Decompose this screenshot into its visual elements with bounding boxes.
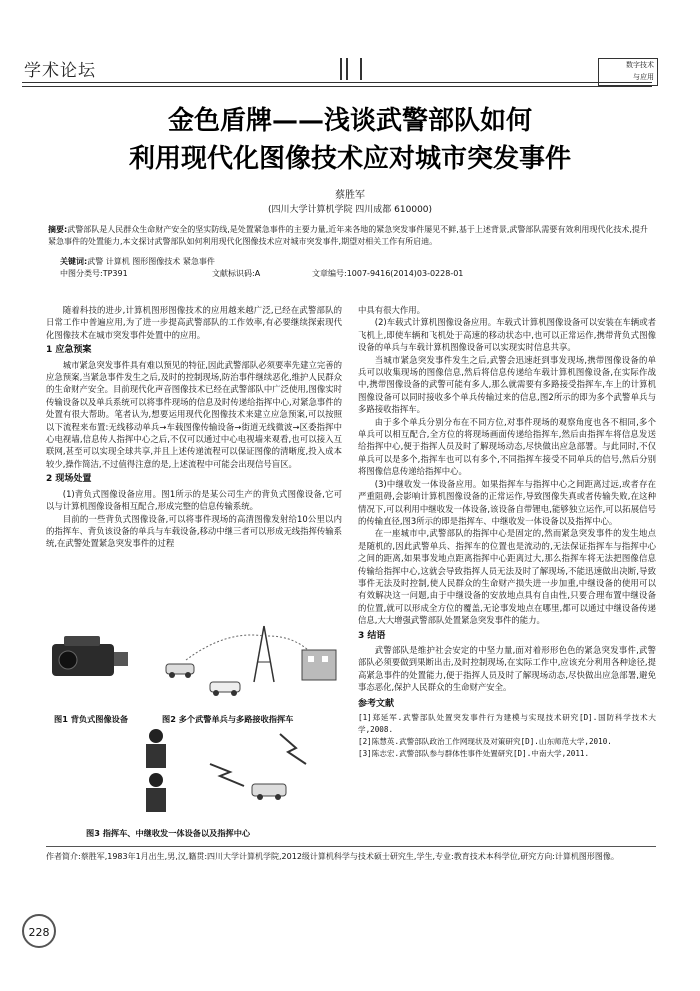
affiliation: (四川大学计算机学院 四川成都 610000) — [267, 205, 433, 215]
class-no: 中图分类号:TP391 — [60, 269, 128, 278]
section-heading-1: 1 应急预案 — [46, 345, 92, 356]
lightning-icon — [210, 734, 306, 786]
header-rule — [22, 82, 652, 83]
paragraph: (1)背负式图像设备应用。图1所示的是某公司生产的背负式图像设备,它可以与计算机图像设备相互配合,形成完整的信息传输系统。 — [46, 488, 342, 512]
figure-illustration — [46, 606, 346, 710]
right-column — [358, 304, 656, 760]
logo-line1: 数字技术 — [626, 61, 654, 69]
header-rule-2 — [22, 86, 652, 87]
keywords-line — [60, 256, 215, 267]
building-icon — [268, 636, 336, 680]
paragraph: 在一座城市中,武警部队的指挥中心是固定的,然而紧急突发事件的发生地点是随机的,因此武警单兵、指挥车的位置也是流动的,无法保证指挥车与指挥中心之间的距离,如果事发地点距离指挥中心距离过大,那么指挥车将无法把图像信息传输给指挥中心,这就会导致指挥人员无法及时了解现场,不能迅速做出决断,导致事件无法及时控制,使人民群众的生命财产损失进一步加重,中继设备的使用可以有效解决这一问题,由于中继设备的安放地点具有自由性,只要合理布置中继设备的位置,就可以形成全方位的覆盖,无论事发地点在哪里,都可以通过中继设备传递信息,大大增强武警部队处置紧急突发事件的能力。 — [358, 528, 656, 626]
reference-item: [3]陈志宏.武警部队参与群体性事件处置研究[D].中南大学,2011. — [358, 749, 590, 758]
keywords: 武警 计算机 图形图像技术 紧急事件 — [87, 257, 215, 266]
soldier-icon — [146, 729, 166, 768]
footer-rule — [46, 846, 656, 847]
title-line2: 利用现代化图像技术应对城市突发事件 — [128, 144, 571, 174]
figure-3 — [120, 724, 340, 824]
vehicle-icon — [252, 784, 286, 800]
vehicle-icon — [166, 664, 194, 678]
article-no: 文章编号:1007-9416(2014)03-0228-01 — [312, 269, 464, 278]
figure-2-caption: 图2 多个武警单兵与多路接收指挥车 — [162, 714, 294, 724]
header-divider-bars — [338, 58, 368, 80]
paragraph: (3)中继收发一体设备应用。如果指挥车与指挥中心之间距离过远,或者存在严重阻碍,会影响计算机图像设备的正常运作,导致图像失真或者传输失败,在这种情况下,可以利用中继收发一体设备,该设备自带锂电,能够独立运作,可以拓展信号的传输直径,图3所示的即是指挥车、中继收发一体设备以及指挥中心。 — [358, 478, 656, 526]
paragraph-continued: 中具有很大作用。 — [358, 305, 425, 315]
paragraph: 当城市紧急突发事件发生之后,武警会迅速赶到事发现场,携带图像设备的单兵可以收集现场的图像信息,然后将信息传递给车载计算机图像设备,在实际作战中,携带图像设备的武警可能有多人,那么就需要有多路接受指挥车,车上的计算机图像设备可以同时接收多个单兵传输过来的信息,图2所示的即为多个武警单兵与多路接收指挥车。 — [358, 354, 656, 415]
author-bio: 作者简介:蔡胜军,1983年1月出生,男,汉,籍贯:四川大学计算机学院,2012级计算机科学与技术硕士研究生,学生,专业:教育技术本科学位,研究方向:计算机图形图像。 — [46, 852, 619, 861]
doc-code: 文献标识码:A — [212, 269, 261, 278]
figure-1-2 — [46, 606, 346, 710]
references-list — [358, 712, 656, 760]
page-number: 228 — [22, 914, 56, 948]
figure-3-caption: 图3 指挥车、中继收发一体设备以及指挥中心 — [86, 828, 251, 838]
abstract-text: 武警部队是人民群众生命财产安全的坚实防线,是处置紧急事件的主要力量,近年来各地的紧急突发事件屡见不鲜,基于上述背景,武警部队需要有效利用现代化技术,提升紧急事件的处置能力,本文探讨武警部队如何利用现代化图像技术应对城市突发事件,期望对相关工作有所启迪。 — [48, 225, 648, 246]
paragraph: 城市紧急突发事件具有难以预见的特征,因此武警部队必须要率先建立完善的应急预案,当紧急事件发生之后,及时的控制现场,防治事件继续恶化,维护人民群众的生命财产安全。目前现代化声音图像技术已经在武警部队中广泛使用,图像实时传输设备以及单兵系统可以将事件现场的信息及时传递给指挥中心,对紧急事件的处置有很大帮助。笔者认为,想要运用现代化图像技术来建立应急预案,可以按照以下流程来布置:无线移动单兵→车载图像传输设备→街道无线微波→区委指挥中心电视墙,信息传人指挥中心之后,不仅可以通过中心电视墙来观看,也可以接入互联网,甚至可以实现全球共享,并且上述传递流程可以保证图像的清晰度,投入成本较少,操作简洁,不过值得注意的是,上述流程中可能会出现信号盲区。 — [46, 359, 342, 469]
logo-line2: 与应用 — [633, 73, 654, 81]
left-column — [46, 304, 342, 550]
paragraph: (2)车载式计算机图像设备应用。车载式计算机图像设备可以安装在车辆或者飞机上,即使车辆和飞机处于高速的移动状态中,也可以正常运作,携带背负式图像设备的单兵与车载计算机图像设备可以实现实时信息共享。 — [358, 317, 656, 353]
references-title: 参考文献 — [358, 698, 395, 709]
paragraph: 由于多个单兵分别分布在不同方位,对事件现场的观察角度也各不相同,多个单兵可以相互配合,全方位的将现场画面传递给指挥车,然后由指挥车将信息发送给指挥中心,便于指挥人员及时了解现场动态,尽快做出应急部署。与此同时,不仅单兵可以是多个,指挥车也可以有多个,不同指挥车接受不同单兵的信号,然后分别将图像信息传递给指挥中心。 — [358, 416, 656, 477]
reference-item: [1]郑延军.武警部队处置突发事件行为建模与实现技术研究[D].国防科学技术大学,2008. — [358, 713, 656, 734]
intro-paragraph: 随着科技的进步,计算机图形图像技术的应用越来越广泛,已经在武警部队的日常工作中普遍应用,为了进一步提高武警部队的工作效率,有必要继续探索现代化图像技术在城市突发事件处置中的应用。 — [46, 305, 342, 340]
figure-3-illustration — [120, 724, 340, 824]
title-line1: 金色盾牌——浅谈武警部队如何 — [167, 106, 532, 136]
vehicle-icon — [210, 682, 240, 696]
figure-1-caption: 图1 背负式图像设备 — [54, 714, 129, 724]
paragraph: 目前的一些背负式图像设备,可以将事件现场的高清图像发射给10公里以内的指挥车、背负该设备的单兵与车载设备,移动中继三者可以形成无线指挥传输系统,在武警处置紧急突发事件的过程 — [46, 513, 342, 549]
section-heading-3: 3 结语 — [358, 630, 386, 641]
author-name: 蔡胜军 — [335, 190, 365, 201]
keywords-label: 关键词: — [60, 257, 88, 266]
camera-icon — [52, 636, 128, 676]
section-heading-2: 2 现场处置 — [46, 474, 92, 485]
abstract-label: 摘要: — [48, 225, 68, 234]
abstract — [48, 224, 654, 248]
soldier-icon — [146, 773, 166, 812]
radio-tower-icon — [186, 626, 274, 682]
reference-item: [2]陈慧英.武警部队政治工作网现状及对策研究[D].山东师范大学,2010. — [358, 737, 612, 746]
section-title: 学术论坛 — [24, 61, 96, 81]
paragraph: 武警部队是维护社会安定的中坚力量,面对着形形色色的紧急突发事件,武警部队必须要做到果断出击,及时控制现场,在实际工作中,应该充分利用各种途径,提高紧急事件的处置能力,便于指挥人员及时了解现场动态,尽快做出应急部署,避免事态恶化,保护人民群众的生命财产安全。 — [358, 644, 656, 693]
